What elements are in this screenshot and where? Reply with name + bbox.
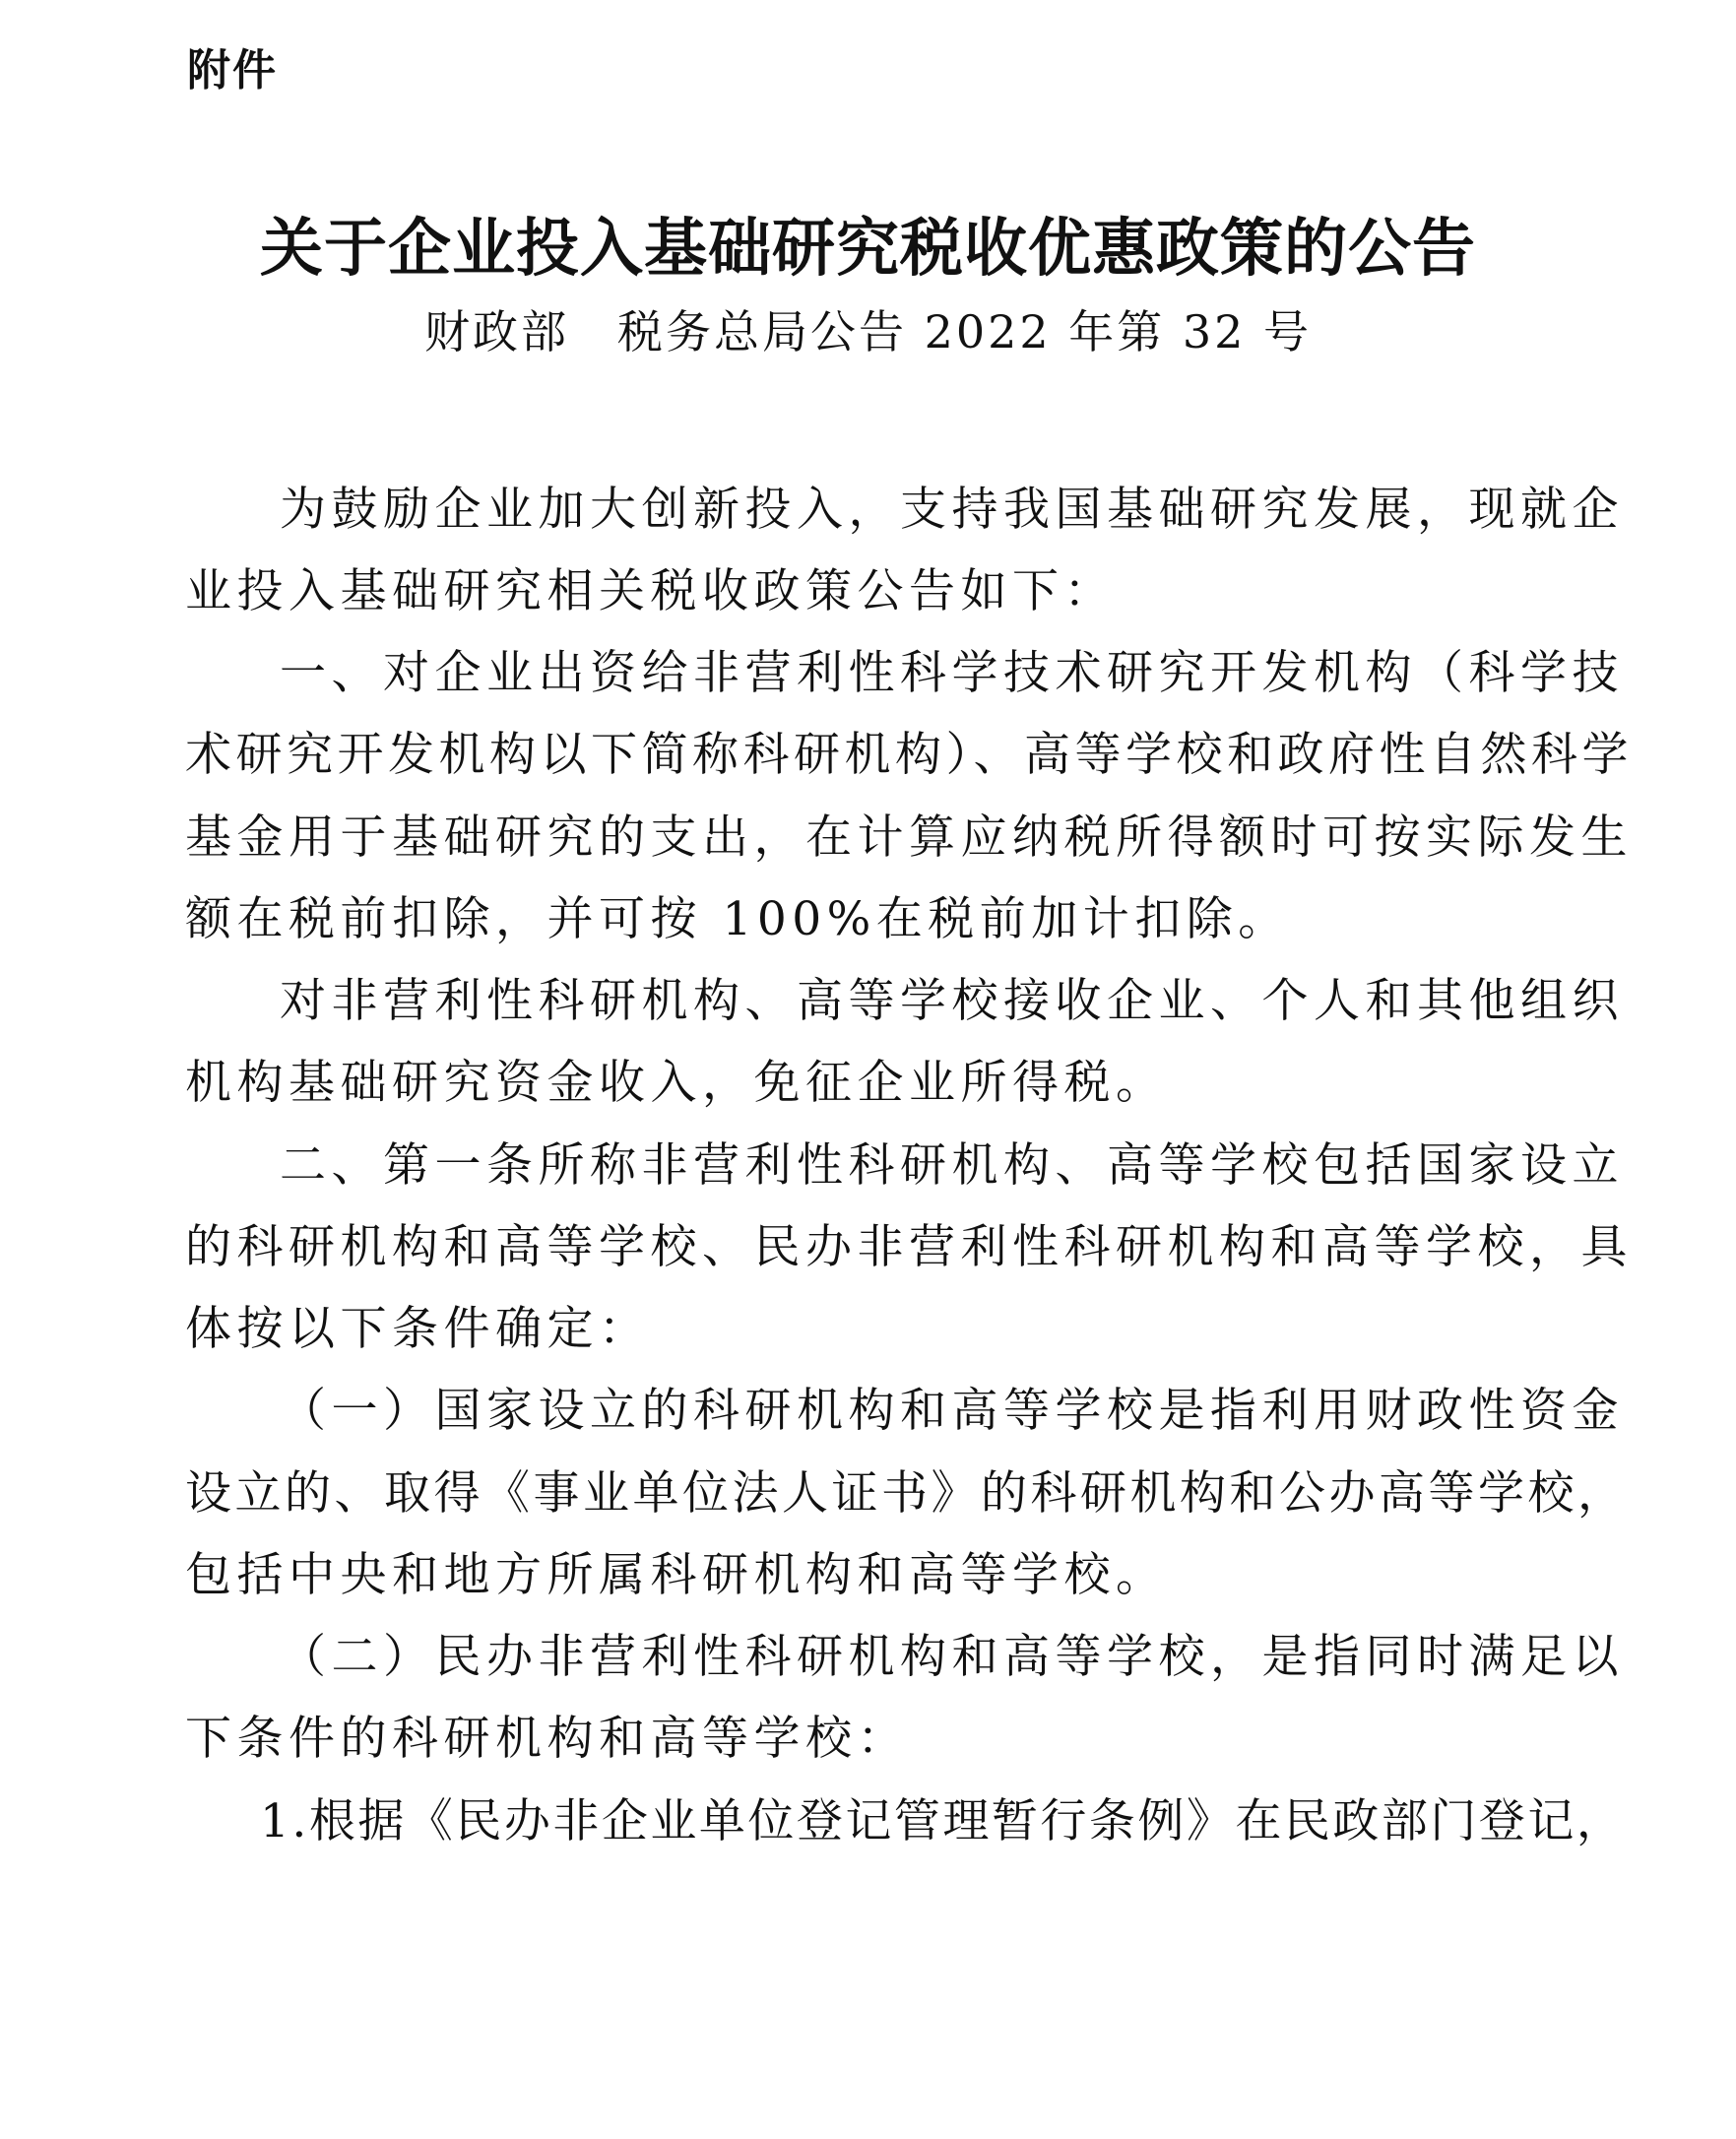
paragraph-line: 额在税前扣除，并可按 100%在税前加计扣除。 [185, 892, 1290, 946]
paragraph-line: 的科研机构和高等学校、民办非营利性科研机构和高等学校，具 [185, 1220, 1633, 1274]
paragraph-line: 为鼓励企业加大创新投入，支持我国基础研究发展，现就企 [280, 483, 1624, 537]
paragraph-line: 基金用于基础研究的支出，在计算应纳税所得额时可按实际发生 [185, 810, 1633, 865]
paragraph-line: 对非营利性科研机构、高等学校接收企业、个人和其他组织 [280, 974, 1624, 1028]
paragraph-line: （一）国家设立的科研机构和高等学校是指利用财政性资金 [280, 1384, 1624, 1438]
paragraph-line: 设立的、取得《事业单位法人证书》的科研机构和公办高等学校， [185, 1466, 1628, 1521]
document-title: 关于企业投入基础研究税收优惠政策的公告 [260, 212, 1476, 286]
paragraph-line: （二）民办非营利性科研机构和高等学校，是指同时满足以 [280, 1630, 1624, 1684]
attachment-label: 附件 [187, 45, 278, 96]
paragraph-line: 业投入基础研究相关税收政策公告如下： [185, 564, 1116, 618]
paragraph-line: 术研究开发机构以下简称科研机构）、高等学校和政府性自然科学 [185, 728, 1633, 782]
document-number: 财政部 税务总局公告 2022 年第 32 号 [423, 305, 1313, 358]
paragraph-line: 包括中央和地方所属科研机构和高等学校。 [185, 1548, 1168, 1602]
paragraph-line: 一、对企业出资给非营利性科学技术研究开发机构（科学技 [280, 646, 1624, 700]
paragraph-line: 下条件的科研机构和高等学校： [185, 1712, 909, 1766]
paragraph-line: 1.根据《民办非企业单位登记管理暂行条例》在民政部门登记， [260, 1794, 1626, 1848]
paragraph-line: 二、第一条所称非营利性科研机构、高等学校包括国家设立 [280, 1138, 1624, 1193]
paragraph-line: 体按以下条件确定： [185, 1302, 651, 1356]
paragraph-line: 机构基础研究资金收入，免征企业所得税。 [185, 1056, 1168, 1110]
